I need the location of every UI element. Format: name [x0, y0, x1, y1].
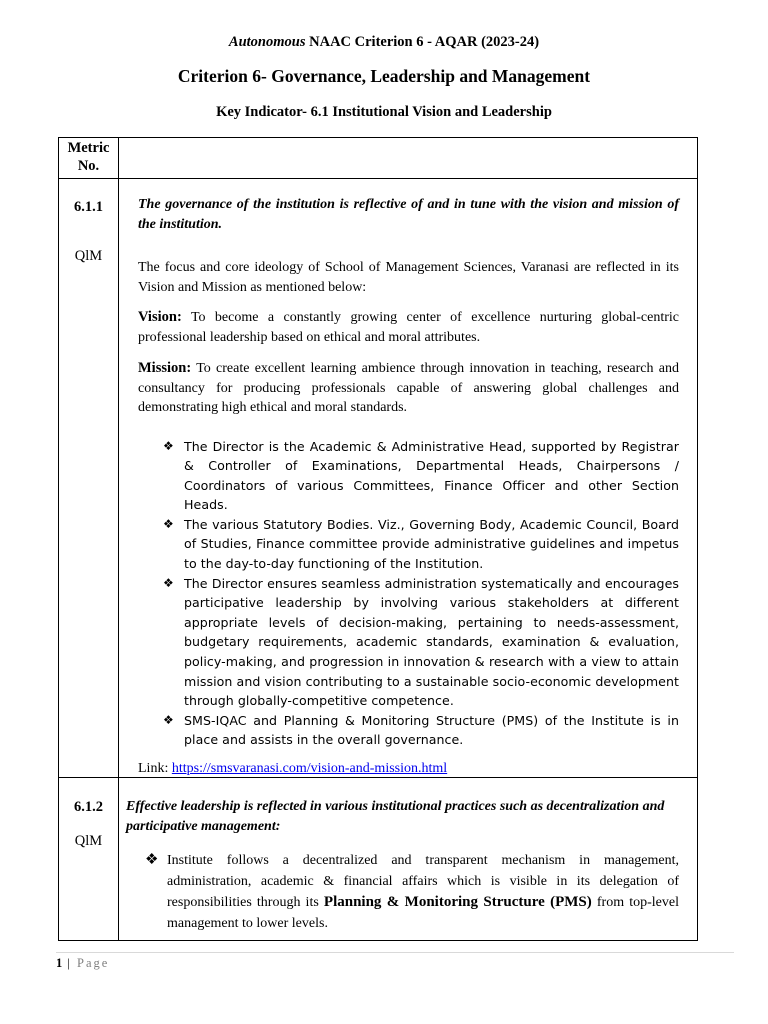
list-item: ❖ The Director ensures seamless administration systematically and encourages participative leadership by involving various stakeholders at different appropriate levels of decision-making, pertaining to needs-assessment, budgetary requirements, academic standards, examination & evaluation, policy-making, and progression in innovation & research with a view to attain mission and vision contributing to a sustainable socio-economic development through globally-competitive competence. — [163, 575, 679, 709]
link-line — [138, 761, 679, 777]
metric-no-header: Metric No. — [59, 138, 119, 179]
footer-separator: | — [62, 956, 78, 970]
vision-paragraph — [138, 308, 679, 347]
metric-type: QlM — [74, 833, 103, 849]
leadership-bullet-list — [126, 850, 679, 934]
metric-type: QlM — [74, 248, 103, 264]
governance-bullet-list — [138, 437, 679, 751]
metric-id-cell — [59, 778, 119, 941]
header-autonomous: Autonomous — [228, 34, 306, 50]
metric-table — [58, 137, 698, 941]
key-indicator-title: Key Indicator- 6.1 Institutional Vision and Leadership — [216, 104, 552, 120]
list-item: ❖ Institute follows a decentralized and transparent mechanism in management, administration, academic & financial affairs which is visible in its delegation of responsibilities through its Planning & Monitoring Structure (PMS) from top-level management to lower levels. — [145, 852, 679, 931]
metric-id-cell — [59, 179, 119, 778]
document-header — [0, 34, 768, 51]
diamond-bullet-icon: ❖ — [163, 516, 174, 531]
page-number: 1 — [56, 956, 63, 970]
criterion-title: Criterion 6- Governance, Leadership and Management — [177, 66, 591, 86]
description-header — [119, 138, 698, 179]
vision-label: Vision: — [138, 309, 182, 325]
diamond-bullet-icon: ❖ — [163, 438, 174, 453]
vision-text: To become a constantly growing center of excellence nurturing global-centric professional leadership based on ethical and moral attributes. — [138, 310, 679, 345]
metric-question: Effective leadership is reflected in various institutional practices such as decentralization and participative management: — [126, 799, 665, 834]
metric-content-cell — [119, 179, 698, 778]
link-label: Link: — [138, 761, 172, 776]
metric-question: The governance of the institution is reflective of and in tune with the vision and mission of the institution. — [138, 197, 679, 232]
table-row — [59, 179, 698, 778]
diamond-bullet-icon: ❖ — [145, 852, 159, 868]
table-row — [59, 778, 698, 941]
pms-bold-text: Planning & Monitoring Structure (PMS) — [323, 894, 592, 910]
mission-paragraph — [138, 359, 679, 418]
metric-content-cell — [119, 778, 698, 941]
metric-number: 6.1.2 — [74, 799, 103, 815]
table-header-row — [59, 138, 698, 179]
metric-number: 6.1.1 — [74, 199, 103, 215]
intro-paragraph: The focus and core ideology of School of Management Sciences, Varanasi are reflected in its Vision and Mission as mentioned below: — [138, 260, 679, 295]
header-rest: NAAC Criterion 6 - AQAR (2023-24) — [305, 34, 540, 50]
footer-divider — [56, 952, 734, 953]
page-word: Page — [77, 956, 110, 970]
mission-label: Mission: — [138, 360, 192, 376]
page-footer — [56, 956, 109, 971]
vision-mission-link[interactable]: https://smsvaranasi.com/vision-and-mission.html — [171, 761, 448, 776]
diamond-bullet-icon: ❖ — [163, 712, 174, 727]
mission-text: To create excellent learning ambience through innovation in teaching, research and consultancy for producing professionals capable of answering global challenges and demonstrating high ethical and moral standards. — [138, 361, 679, 415]
list-item: ❖ The various Statutory Bodies. Viz., Governing Body, Academic Council, Board of Studies, Finance committee provide administrative guidelines and impetus to the day-to-day functioning of the Institution. — [163, 516, 679, 572]
list-item: ❖ SMS-IQAC and Planning & Monitoring Structure (PMS) of the Institute is in place and assists in the overall governance. — [163, 712, 679, 748]
list-item: ❖ The Director is the Academic & Administrative Head, supported by Registrar & Controller of Examinations, Departmental Heads, Chairpersons / Coordinators of various Committees, Finance Officer and other Section Heads. — [163, 438, 679, 513]
diamond-bullet-icon: ❖ — [163, 575, 174, 590]
